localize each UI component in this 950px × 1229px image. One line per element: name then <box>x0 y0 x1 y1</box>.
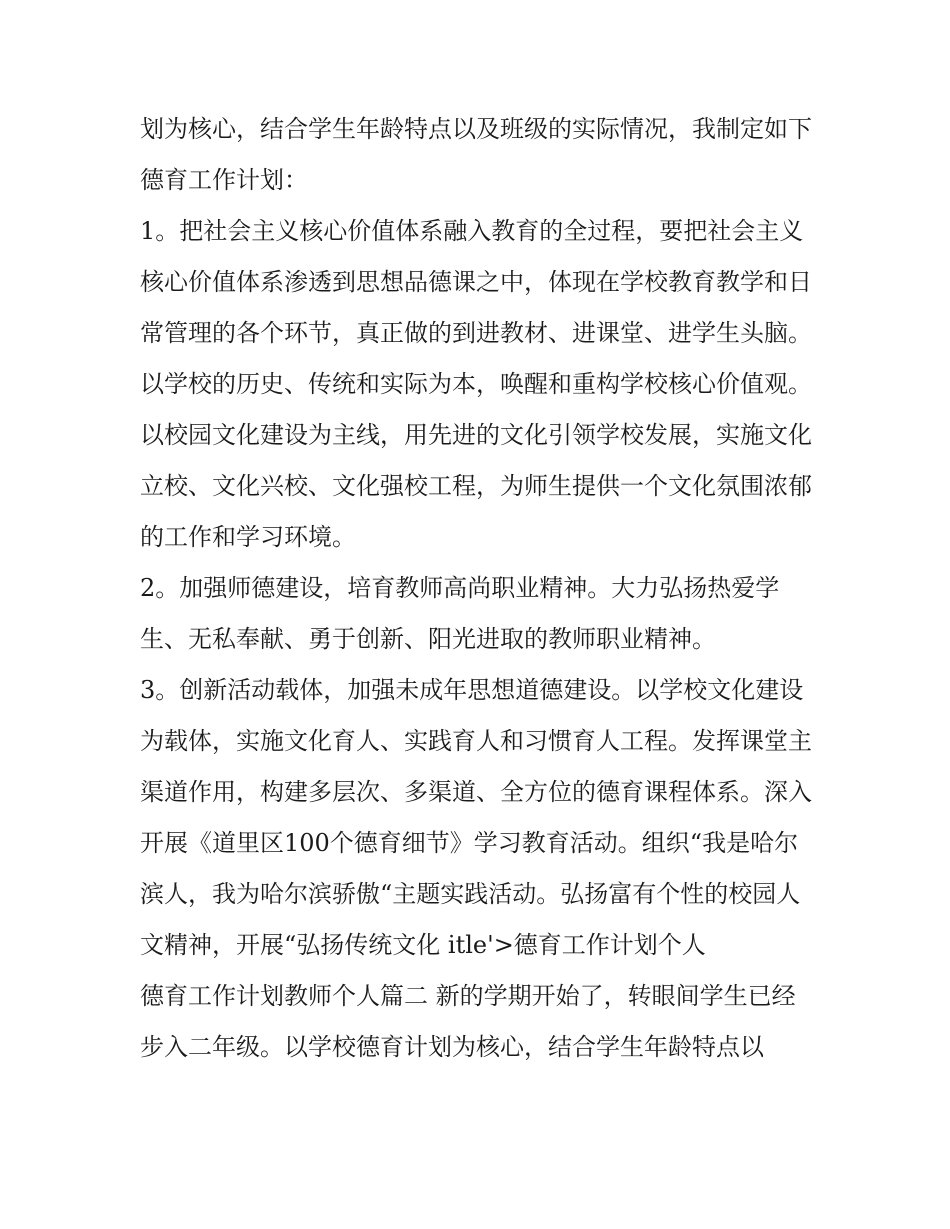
paragraph-item-2: 2。加强师德建设，培育教师高尚职业精神。大力弘扬热爱学生、无私奉献、勇于创新、阳光进取的教师职业精神。 <box>140 574 780 653</box>
paragraph-intro: 划为核心，结合学生年龄特点以及班级的实际情况，我制定如下德育工作计划： <box>140 115 812 194</box>
paragraph-item-3: 3。创新活动载体，加强未成年思想道德建设。以学校文化建设为载体，实施文化育人、实践育人和习惯育人工程。发挥课堂主渠道作用，构建多层次、多渠道、全方位的德育课程体系。深入开展《道里区100个德育细节》学习教育活动。组织“我是哈尔滨人，我为哈尔滨骄傲“主题实践活动。弘扬富有个性的校园人文精神，开展“弘扬传统文化 itle'>德育工作计划个人 <box>140 676 812 959</box>
document-body <box>140 104 812 1073</box>
paragraph-item-1: 1。把社会主义核心价值体系融入教育的全过程，要把社会主义核心价值体系渗透到思想品德课之中，体现在学校教育教学和日常管理的各个环节，真正做的到进教材、进课堂、进学生头脑。以学校的历史、传统和实际为本，唤醒和重构学校核心价值观。以校园文化建设为主线，用先进的文化引领学校发展，实施文化立校、文化兴校、文化强校工程，为师生提供一个文化氛围浓郁的工作和学习环境。 <box>140 217 812 551</box>
paragraph-part-two: 德育工作计划教师个人篇二 新的学期开始了，转眼间学生已经步入二年级。以学校德育计划为核心，结合学生年龄特点以 <box>140 982 796 1061</box>
